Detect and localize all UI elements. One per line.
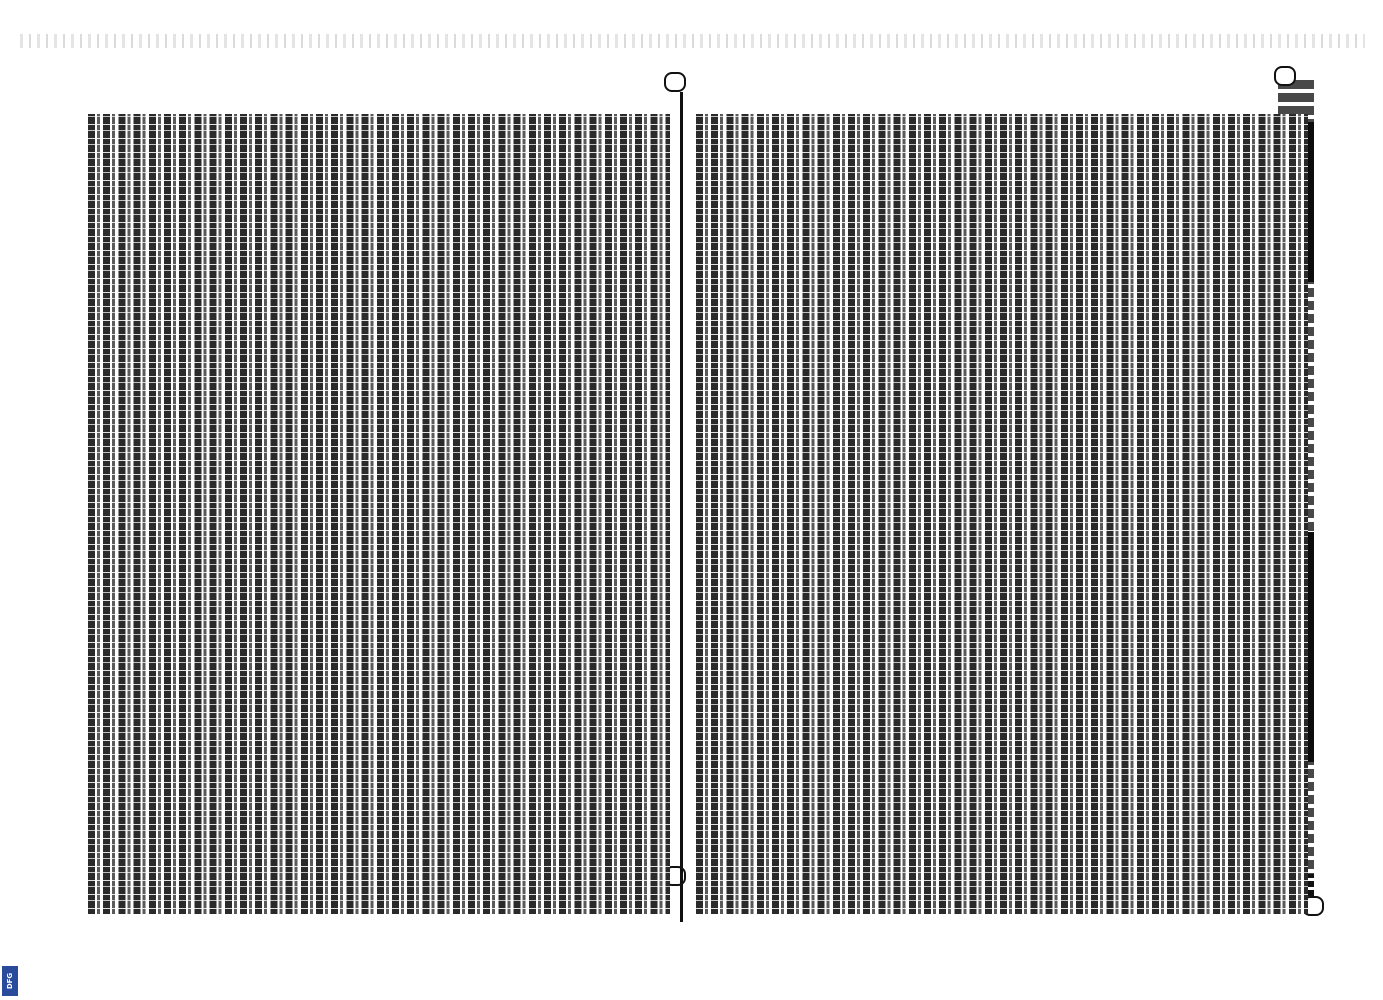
column-divider	[680, 92, 683, 922]
footer-credit-strip	[4, 60, 14, 1000]
footer-credit	[4, 68, 14, 992]
rotated-newspaper-page	[66, 62, 1326, 932]
page-edge	[20, 34, 1365, 48]
text-column-lower	[88, 114, 670, 914]
margin-mark-b	[664, 72, 686, 92]
text-column-upper	[696, 114, 1308, 914]
margin-mark-a	[1274, 66, 1296, 86]
dfg-logo-icon: DFG	[2, 966, 18, 996]
